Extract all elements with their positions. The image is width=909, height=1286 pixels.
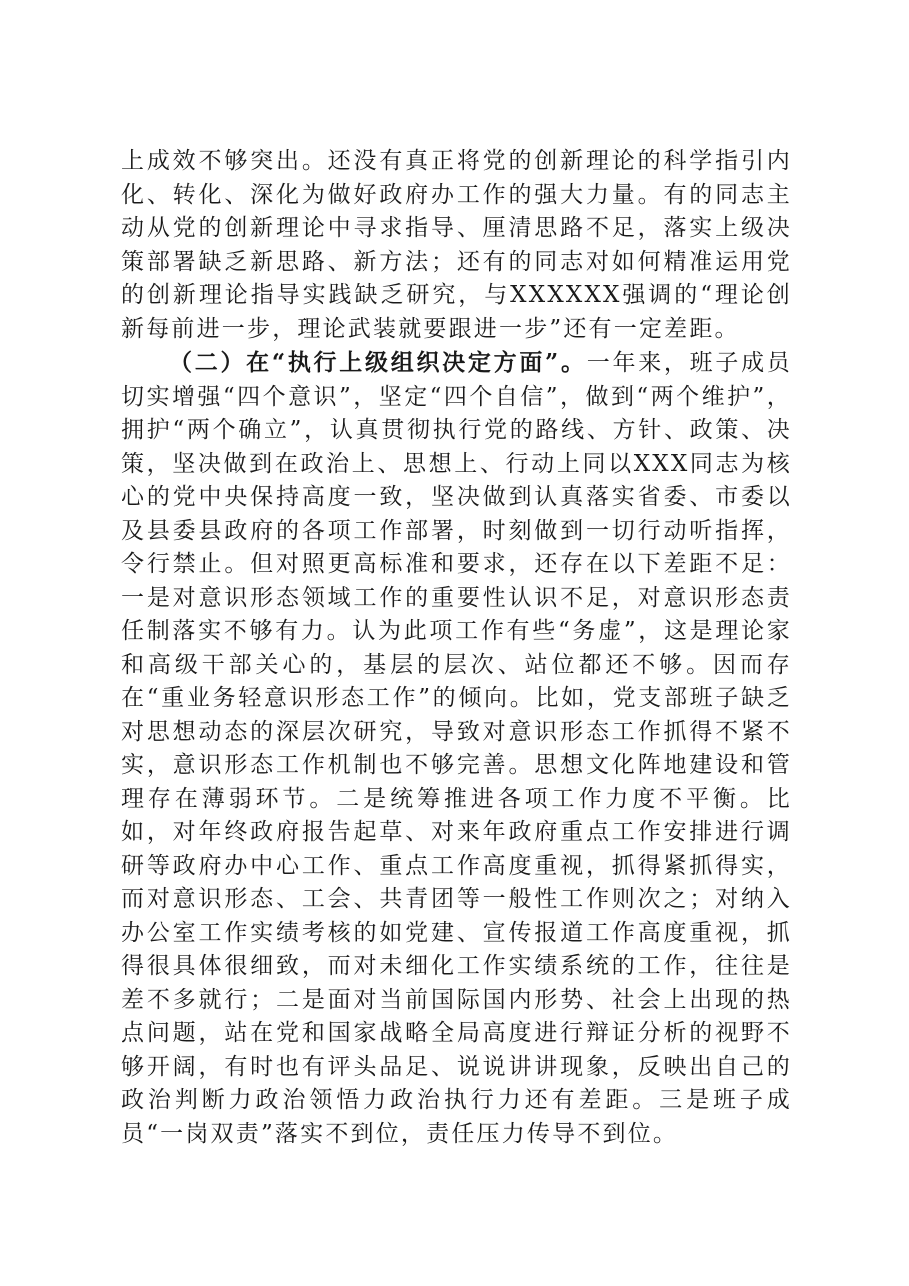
paragraph-section-two bbox=[121, 346, 792, 1151]
document-body bbox=[121, 145, 792, 1151]
section-heading: （二）在“执行上级组织决定方面”。 bbox=[169, 349, 587, 376]
paragraph-text: 一年来，班子成员切实增强“四个意识”，坚定“四个自信”，做到“两个维护”，拥护“两个确立”，认真贯彻执行党的路线、方针、政策、决策，坚决做到在政治上、思想上、行动上同以XXX同志为核心的党中央保持高度一致，坚决做到认真落实省委、市委以及县委县政府的各项工作部署，时刻做到一切行动听指挥，令行禁止。但对照更高标准和要求，还存在以下差距不足：一是对意识形态领域工作的重要性认识不足，对意识形态责任制落实不够有力。认为此项工作有些“务虚”，这是理论家和高级干部关心的，基层的层次、站位都还不够。因而存在“重业务轻意识形态工作”的倾向。比如，党支部班子缺乏对思想动态的深层次研究，导致对意识形态工作抓得不紧不实，意识形态工作机制也不够完善。思想文化阵地建设和管理存在薄弱环节。二是统筹推进各项工作力度不平衡。比如，对年终政府报告起草、对来年政府重点工作安排进行调研等政府办中心工作、重点工作高度重视，抓得紧抓得实，而对意识形态、工会、共青团等一般性工作则次之；对纳入办公室工作实绩考核的如党建、宣传报道工作高度重视，抓得很具体很细致，而对未细化工作实绩系统的工作，往往是差不多就行；二是面对当前国际国内形势、社会上出现的热点问题，站在党和国家战略全局高度进行辩证分析的视野不够开阔，有时也有评头品足、说说讲讲现象，反映出自己的政治判断力政治领悟力政治执行力还有差距。三是班子成员“一岗双责”落实不到位，责任压力传导不到位。 bbox=[121, 350, 793, 1147]
paragraph-continuation bbox=[121, 145, 792, 346]
paragraph-text: 上成效不够突出。还没有真正将党的创新理论的科学指引内化、转化、深化为做好政府办工作的强大力量。有的同志主动从党的创新理论中寻求指导、厘清思路不足，落实上级决策部署缺乏新思路、新方法；还有的同志对如何精准运用党的创新理论指导实践缺乏研究，与XXXXXX强调的“理论创新每前进一步，理论武装就要跟进一步”还有一定差距。 bbox=[121, 148, 792, 342]
